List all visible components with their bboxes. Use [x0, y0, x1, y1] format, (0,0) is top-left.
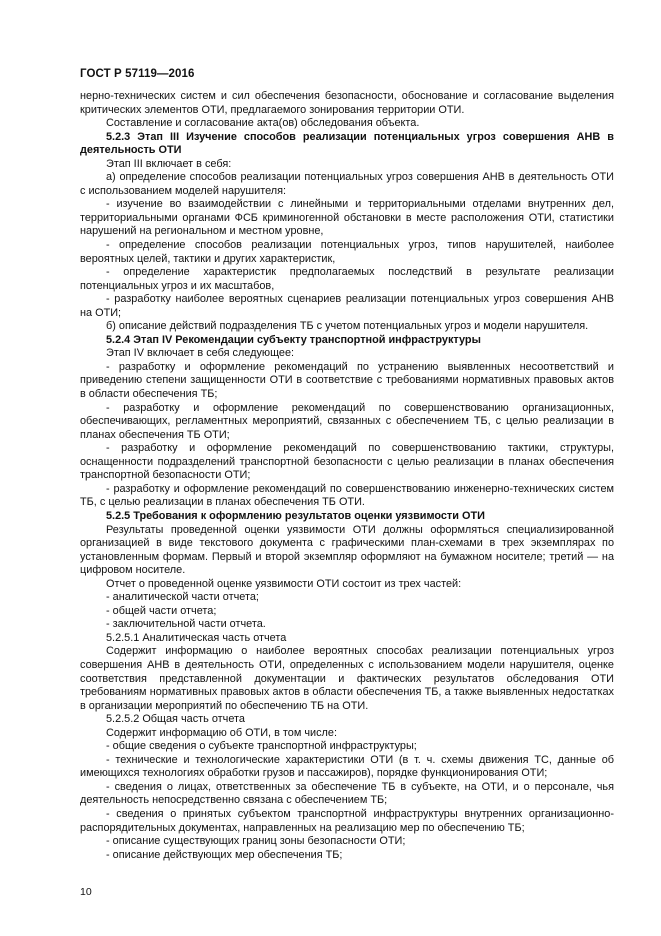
paragraph: Этап IV включает в себя следующее: — [106, 347, 295, 360]
paragraph: Этап III включает в себя: — [106, 157, 232, 170]
paragraph: Содержит информацию об ОТИ, в том числе: — [106, 726, 337, 739]
paragraph: а) определение способов реализации потенциальных угроз совершения АНВ в деятельность ОТИ с использованием моделей нарушителя: — [80, 171, 614, 197]
paragraph: - изучение во взаимодействии с линейными и территориальными отделами внутренних дел, территориальными органами ФСБ криминогенной обстановки в месте расположения ОТИ, статистики нарушений на региональном и местном уровне, — [80, 198, 614, 238]
page-number: 10 — [80, 886, 92, 898]
paragraph: - технические и технологические характеристики ОТИ (в т. ч. схемы движения ТС, данные об имеющихся технологиях обработки грузов и пассажиров), порядке функционирования ОТИ; — [80, 753, 614, 780]
paragraph: - определение способов реализации потенциальных угроз, типов нарушителей, наиболее вероятных целей, тактики и других характеристик, — [80, 239, 614, 265]
paragraph: Составление и согласование акта(ов) обследования объекта. — [106, 117, 420, 130]
document-body — [80, 90, 614, 862]
paragraph: - сведения о принятых субъектом транспортной инфраструктуры внутренних организационно-распорядительных документах, направленных на реализацию мер по обеспечению ТБ; — [80, 807, 614, 834]
document-header: ГОСТ Р 57119—2016 — [80, 68, 195, 80]
paragraph: - общей части отчета; — [106, 604, 217, 617]
paragraph: 5.2.5.2 Общая часть отчета — [106, 713, 245, 726]
paragraph: - разработку наиболее вероятных сценариев реализации потенциальных угроз совершения АНВ на ОТИ; — [80, 293, 614, 319]
paragraph: Отчет о проведенной оценке уязвимости ОТИ состоит из трех частей: — [106, 577, 462, 590]
paragraph: - сведения о лицах, ответственных за обеспечение ТБ в субъекте, на ОТИ, и о персонале, чья деятельность непосредственно связана с обеспечением ТБ; — [80, 780, 614, 807]
paragraph: - описание существующих границ зоны безопасности ОТИ; — [106, 835, 406, 848]
paragraph: - определение характеристик предполагаемых последствий в результате реализации потенциальных угроз и их масштабов, — [80, 266, 614, 292]
paragraph: - аналитической части отчета; — [106, 591, 259, 604]
paragraph: нерно-технических систем и сил обеспечения безопасности, обоснование и согласование выделения критических элементов ОТИ, предлагаемого зонирования территории ОТИ. — [80, 90, 614, 116]
paragraph: - общие сведения о субъекте транспортной инфраструктуры; — [106, 740, 417, 753]
paragraph: - заключительной части отчета. — [106, 618, 266, 631]
paragraph: - разработку и оформление рекомендаций по устранению выявленных несоответствий и приведению степени защищенности ОТИ в соответствие с требованиями нормативных правовых актов в области обеспечения ТБ; — [80, 360, 614, 401]
paragraph: 5.2.5 Требования к оформлению результатов оценки уязвимости ОТИ — [106, 509, 485, 522]
paragraph: - описание действующих мер обеспечения ТБ; — [106, 848, 343, 861]
paragraph: - разработку и оформление рекомендаций по совершенствованию инженерно-технических систем ТБ, с целью реализации в планах обеспечения ТБ ОТИ. — [80, 482, 614, 509]
paragraph: 5.2.4 Этап IV Рекомендации субъекту транспортной инфраструктуры — [106, 333, 481, 346]
paragraph: - разработку и оформление рекомендаций по совершенствованию организационных, обеспечивающих, регламентных мероприятий, связанных с обеспечением ТБ, с целью реализации в планах обеспечения ТБ ОТИ; — [80, 401, 614, 441]
paragraph: Результаты проведенной оценки уязвимости ОТИ должны оформляться специализированной организацией в виде текстового документа с графическими план-схемами в трех экземплярах по установленным формам. Первый и второй экземпляр оформляют на бумажном носителе; третий — на цифровом носителе. — [80, 523, 614, 577]
paragraph: 5.2.3 Этап III Изучение способов реализации потенциальных угроз совершения АНВ в деятельность ОТИ — [80, 130, 614, 157]
paragraph: б) описание действий подразделения ТБ с учетом потенциальных угроз и модели нарушителя. — [106, 320, 589, 333]
paragraph: Содержит информацию о наиболее вероятных способах реализации потенциальных угроз совершения АНВ в деятельность ОТИ, определенных с использованием модели нарушителя, оценке соответствия представленной документации и фактических результатов обследования ОТИ требованиям нормативных правовых актов в области обеспечения ТБ, а также выявленных недостатках в организации мероприятий по обеспечению ТБ на ОТИ. — [80, 645, 614, 712]
paragraph: 5.2.5.1 Аналитическая часть отчета — [106, 631, 287, 644]
paragraph: - разработку и оформление рекомендаций по совершенствованию тактики, структуры, оснащенности подразделений транспортной безопасности с целью реализации в планах обеспечения транспортной безопасности ОТИ; — [80, 442, 614, 482]
